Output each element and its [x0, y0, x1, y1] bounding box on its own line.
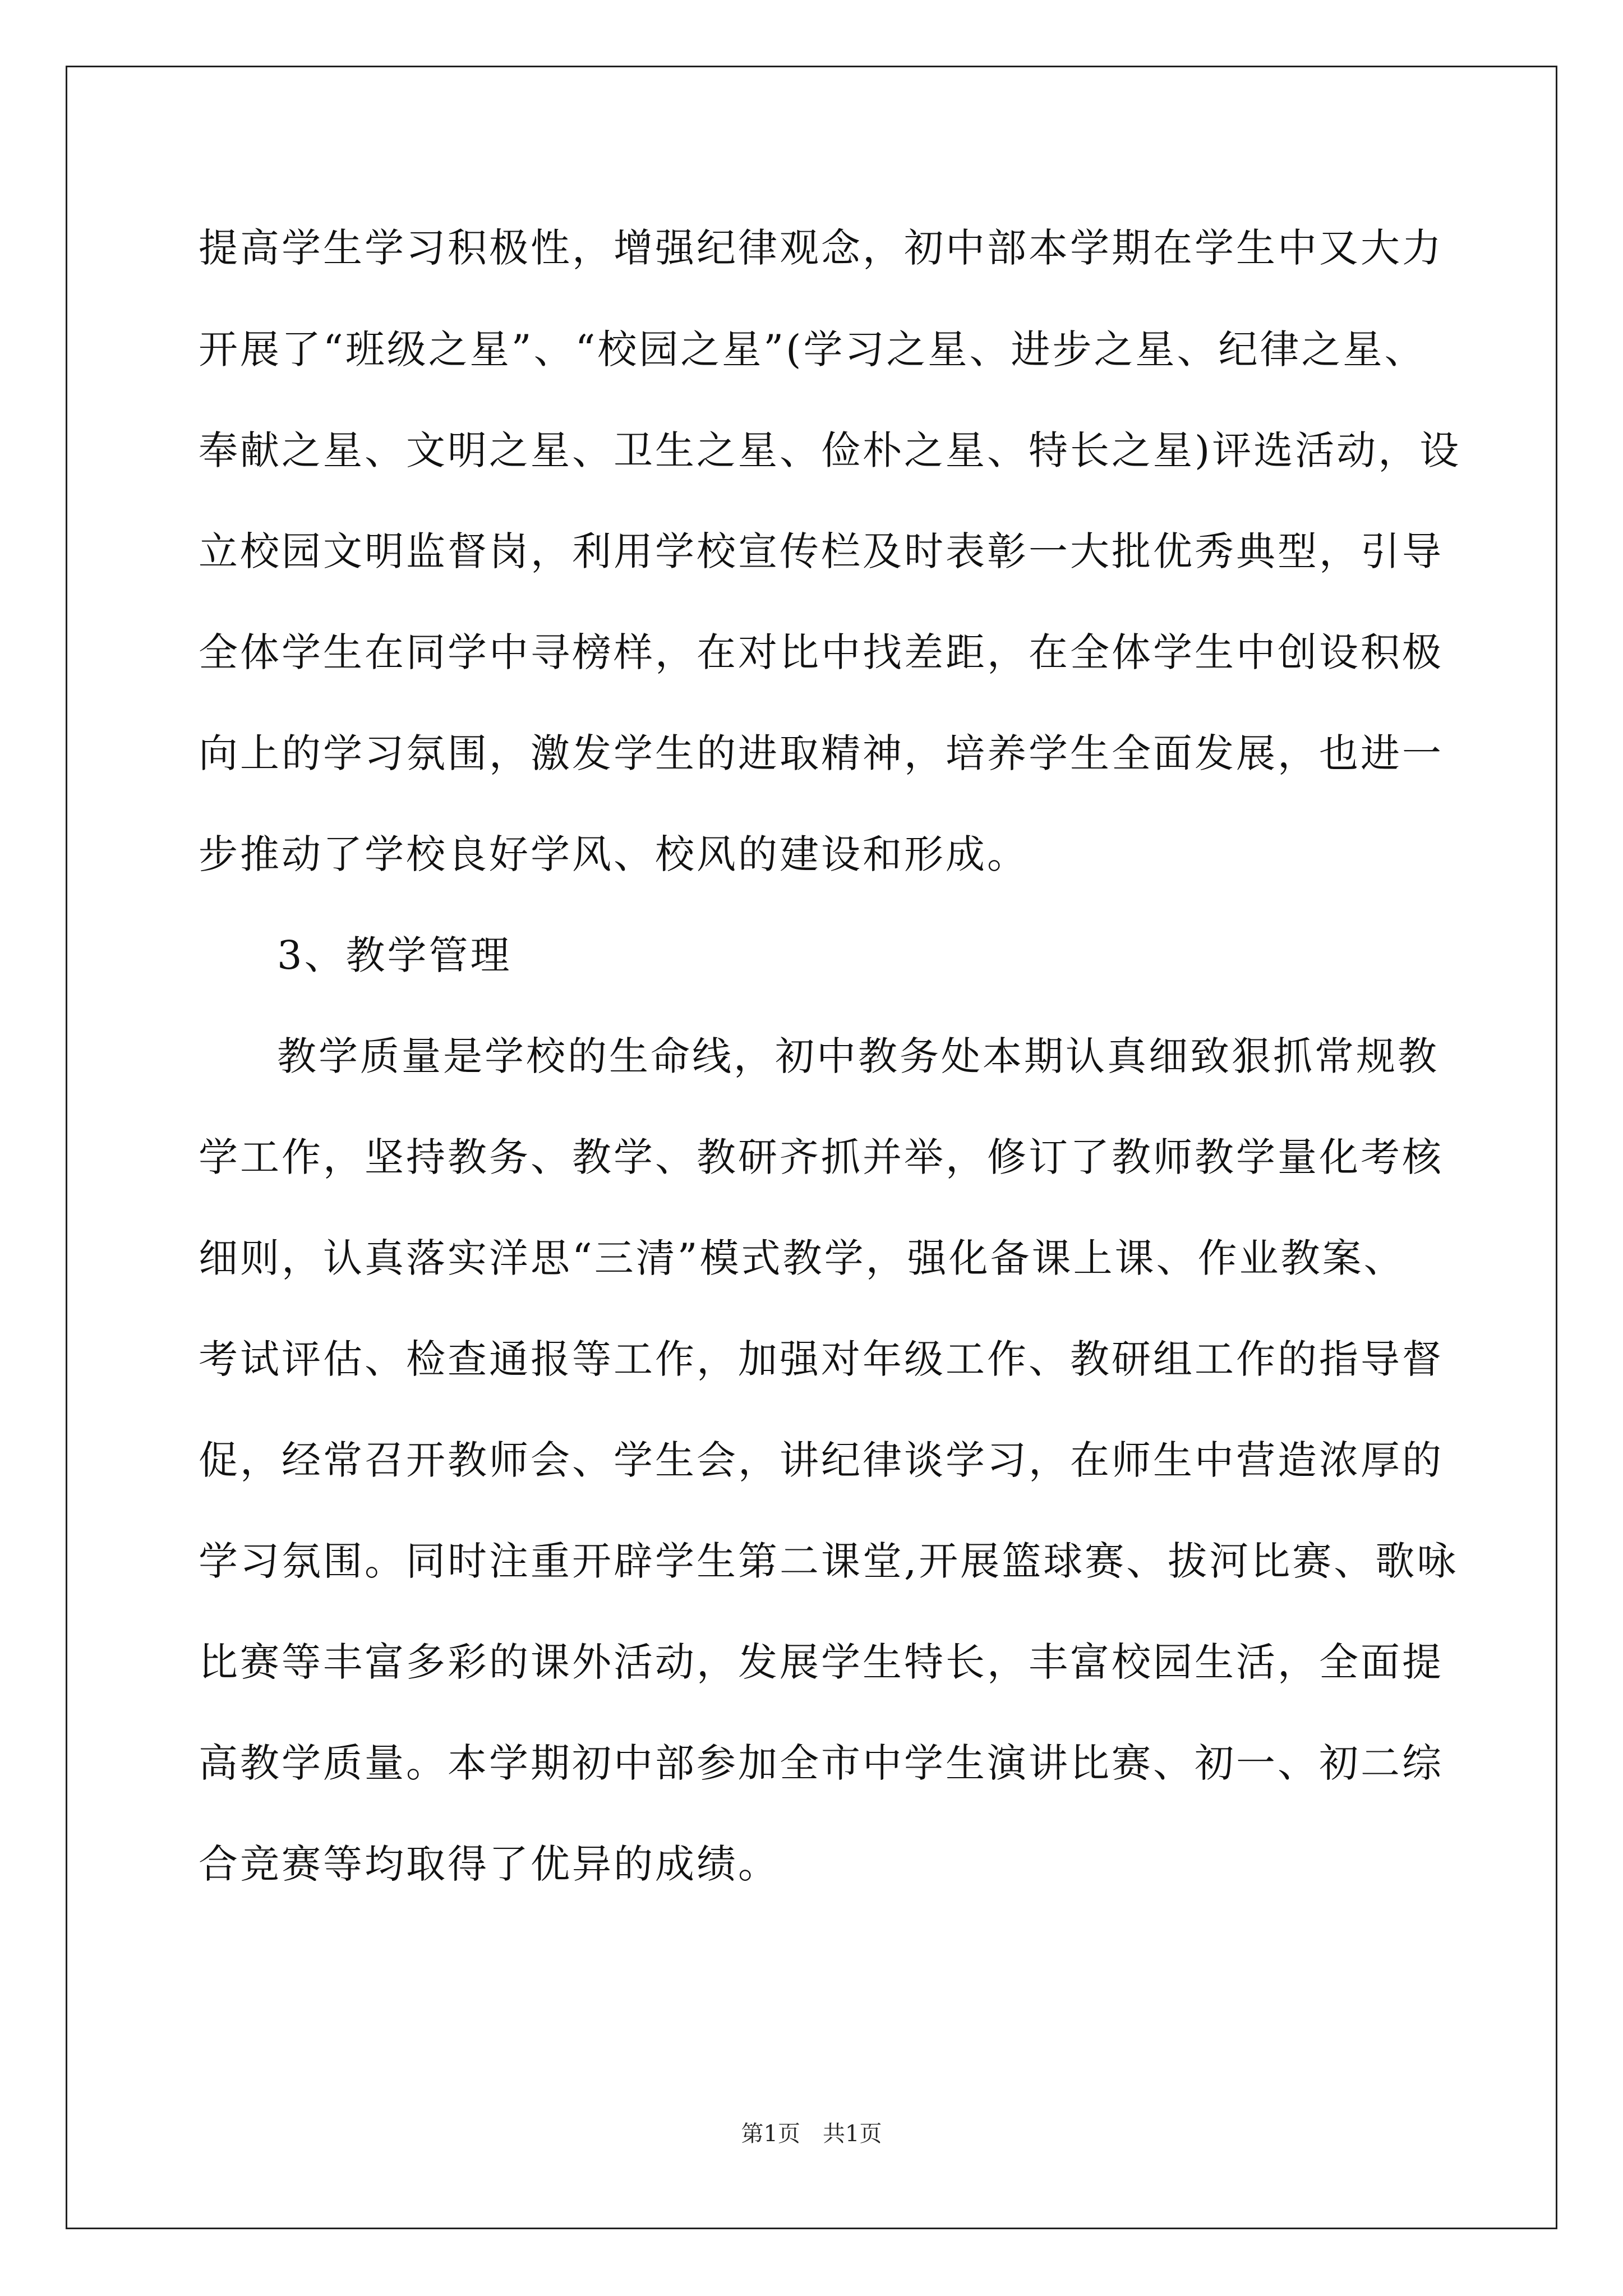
- paragraph-line: 考试评估、检查通报等工作，加强对年级工作、教研组工作的指导督: [199, 1336, 1444, 1382]
- paragraph-line: 提高学生学习积极性，增强纪律观念，初中部本学期在学生中又大力: [199, 225, 1444, 271]
- paragraph-line: 促，经常召开教师会、学生会，讲纪律谈学习，在师生中营造浓厚的: [199, 1437, 1444, 1483]
- paragraph-line: 向上的学习氛围，激发学生的进取精神，培养学生全面发展，也进一: [199, 730, 1444, 776]
- paragraph-line: 开展了“班级之星”、“校园之星”(学习之星、进步之星、纪律之星、: [199, 326, 1426, 372]
- paragraph-line: 步推动了学校良好学风、校风的建设和形成。: [199, 831, 1029, 877]
- paragraph-line: 教学质量是学校的生命线，初中教务处本期认真细致狠抓常规教: [277, 1033, 1439, 1079]
- section-heading: 3、教学管理: [277, 932, 512, 978]
- paragraph-line: 全体学生在同学中寻榜样，在对比中找差距，在全体学生中创设积极: [199, 629, 1444, 675]
- paragraph-line: 高教学质量。本学期初中部参加全市中学生演讲比赛、初一、初二综: [199, 1740, 1444, 1786]
- paragraph-line: 奉献之星、文明之星、卫生之星、俭朴之星、特长之星)评选活动，设: [199, 427, 1461, 473]
- paragraph-line: 立校园文明监督岗，利用学校宣传栏及时表彰一大批优秀典型，引导: [199, 528, 1444, 574]
- page-footer: 第1页 共1页: [741, 2121, 882, 2147]
- paragraph-line: 学习氛围。同时注重开辟学生第二课堂,开展篮球赛、拔河比赛、歌咏: [199, 1538, 1459, 1584]
- paragraph-line: 学工作，坚持教务、教学、教研齐抓并举，修订了教师教学量化考核: [199, 1134, 1444, 1180]
- paragraph-line: 合竞赛等均取得了优异的成绩。: [199, 1841, 780, 1887]
- paragraph-line: 比赛等丰富多彩的课外活动，发展学生特长，丰富校园生活，全面提: [199, 1639, 1444, 1685]
- paragraph-line: 细则，认真落实洋思“三清”模式教学，强化备课上课、作业教案、: [199, 1235, 1405, 1281]
